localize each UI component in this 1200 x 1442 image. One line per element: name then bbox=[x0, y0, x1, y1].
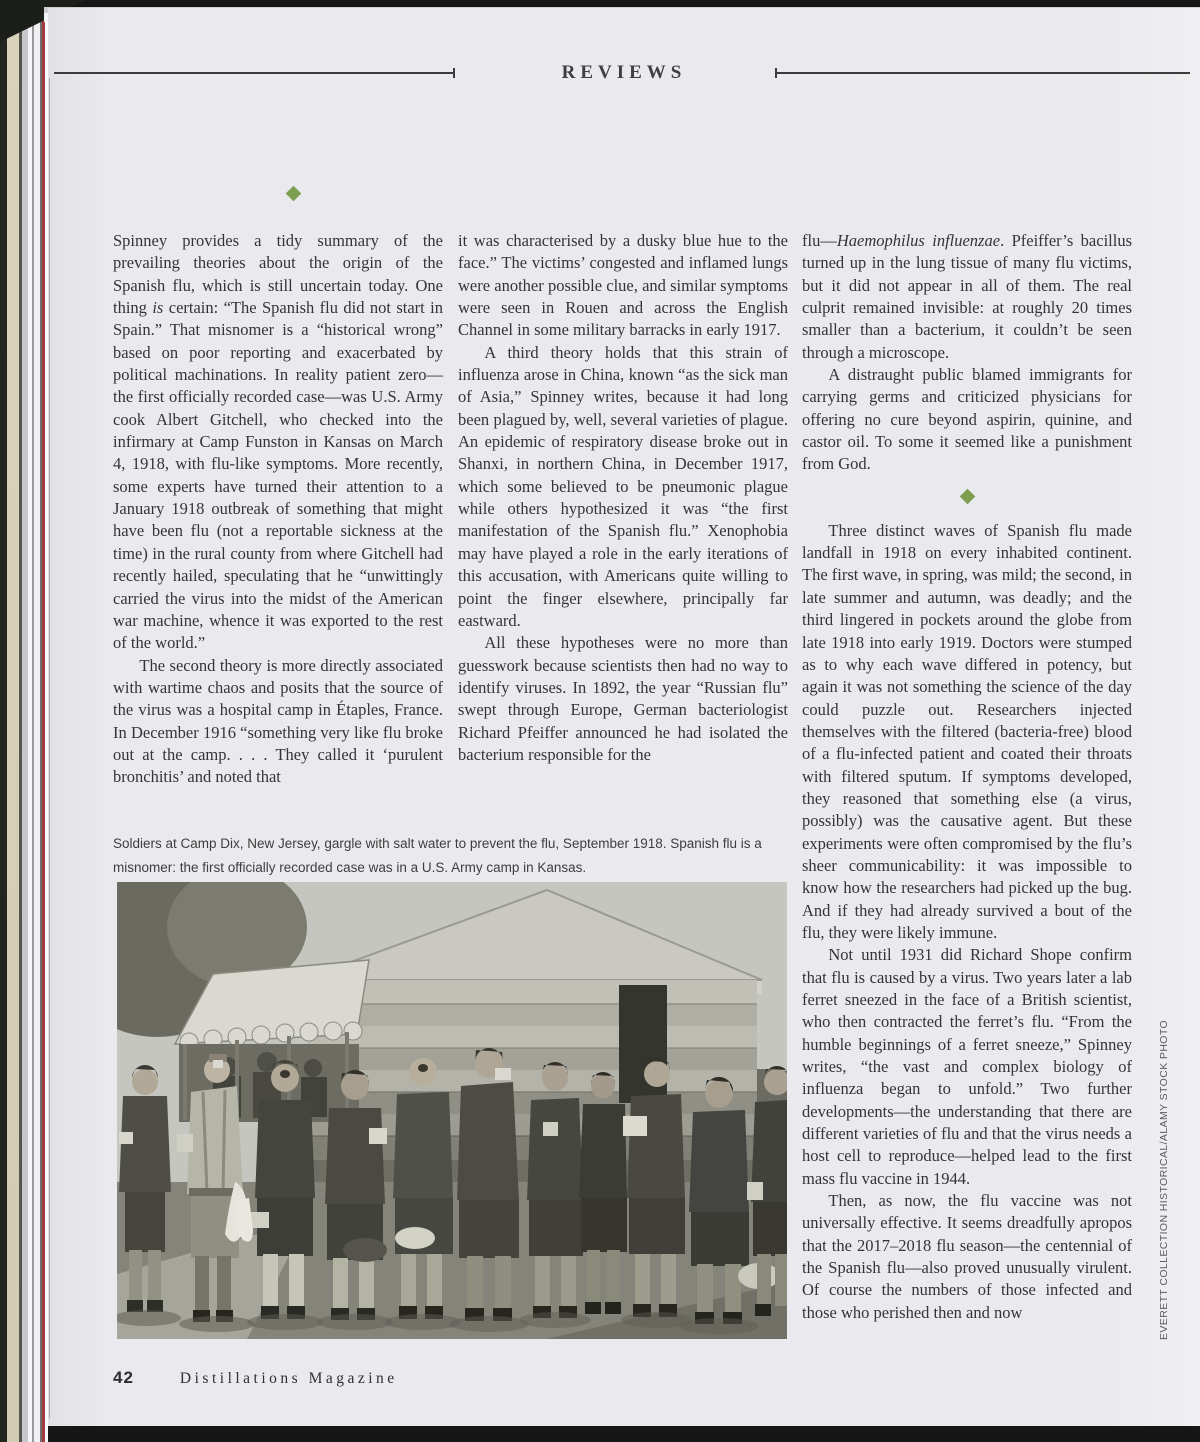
body-paragraph: flu—Haemophilus influenzae. Pfeiffer’s bacillus turned up in the lung tissue of many flu victims, but it did not appear in all of them. The real culprit remained invisible: at roughly 20 times smaller than a bacterium, it couldn’t be seen through a microscope. bbox=[802, 231, 1132, 362]
text-column-3 bbox=[802, 230, 1132, 1324]
diamond-ornament-icon bbox=[288, 186, 299, 204]
text-column-2 bbox=[458, 230, 788, 766]
body-paragraph: A distraught public blamed immigrants for carrying germs and criticized physicians for offering no cure beyond aspirin, quinine, and castor oil. To some it seemed like a punishment from God. bbox=[802, 365, 1132, 474]
body-paragraph: Then, as now, the flu vaccine was not universally effective. It seems dreadfully apropos that the 2017–2018 flu season—the centennial of the Spanish flu—also proved unusually virulent. Of course the numbers of those infected and those who perished then and now bbox=[802, 1191, 1132, 1322]
body-paragraph: Three distinct waves of Spanish flu made landfall in 1918 on every inhabited continent. The first wave, in spring, was mild; the second, in late summer and autumn, was deadly; and the third lingered in pockets around the globe from late 1918 into early 1919. Doctors were stumped as to why each wave differed in potency, but again it was not something the science of the day could puzzle out. Researchers injected themselves with the filtered (bacteria-free) blood of a flu-infected patient and coated their throats with filtered sputum. If symptoms developed, they reasoned that something else (a virus, possibly) was the causative agent. But these experiments were often compromised by the flu’s sheer communicability: it was impossible to know how the researchers had picked up the bug. And if they had already survived a bout of the flu, they were likely immune. bbox=[802, 520, 1132, 942]
body-paragraph: All these hypotheses were no more than guesswork because scientists then had no way to identify viruses. In 1892, the year “Russian flu” swept through Europe, German bacteriologist Richard Pfeiffer announced he had isolated the bacterium responsible for the bbox=[458, 633, 788, 764]
binding-edge-stripe bbox=[0, 0, 7, 1442]
body-paragraph: it was characterised by a dusky blue hue to the face.” The victims’ congested and inflamed lungs were another possible clue, and similar symptoms were seen in Rouen and across the English Channel in some military barracks in early 1917. bbox=[458, 231, 788, 340]
magazine-name: Distillations Magazine bbox=[179, 1370, 398, 1387]
page bbox=[48, 8, 1200, 1426]
photo-credit: EVERETT COLLECTION HISTORICAL/ALAMY STOCK PHOTO bbox=[1158, 1019, 1170, 1340]
photo-caption: Soldiers at Camp Dix, New Jersey, gargle with salt water to prevent the flu, September 1918. Spanish flu is a misnomer: the first officially recorded case was in a U.S. Army camp in Kansas. bbox=[113, 836, 762, 875]
header-rule-right bbox=[775, 72, 1190, 74]
section-divider-diamond bbox=[802, 491, 1132, 502]
section-title: REVIEWS bbox=[561, 62, 687, 83]
photo-soldiers-gargling bbox=[117, 882, 787, 1339]
page-number: 42 bbox=[113, 1368, 134, 1387]
body-paragraph: A third theory holds that this strain of influenza arose in China, known “as the sick man of Asia,” Spinney writes, because it had long been plagued by, well, several varieties of plague. An epidemic of respiratory disease broke out in Shanxi, in northern China, in December 1917, which some believed to be pneumonic plague while others hypothesized it was “the first manifestation of the Spanish flu.” Xenophobia may have played a role in the early iterations of this accusation, with Americans quite willing to point the finger elsewhere, principally far eastward. bbox=[458, 342, 788, 630]
page-stack-stripe bbox=[7, 0, 19, 1442]
body-paragraph: The second theory is more directly associated with wartime chaos and posits that the source of the virus was a hospital camp in Étaples, France. In December 1916 “something very like flu broke out at the camp. . . . They called it ‘purulent bronchitis’ and noted that bbox=[113, 655, 443, 787]
body-paragraph: Spinney provides a tidy summary of the prevailing theories about the origin of the Spanish flu, which is still uncertain today. One thing is certain: “The Spanish flu did not start in Spain.” That misnomer is a “historical wrong” based on poor reporting and exacerbated by political machinations. In reality patient zero—the first officially recorded case—was U.S. Army cook Albert Gitchell, who checked into the infirmary at Camp Funston in Kansas on March 4, 1918, with flu-like symptoms. More recently, some experts have turned their attention to a January 1918 outbreak of something that might have been flu (not a reportable sickness at the time) in the rural county from where Gitchell had recently hailed, speculating that he “unwittingly carried the virus into the midst of the American war machine, whence it was exported to the rest of the world.” bbox=[113, 231, 443, 653]
body-paragraph: Not until 1931 did Richard Shope confirm that flu is caused by a virus. Two years later a lab ferret sneezed in the face of a British scientist, who then contracted the ferret’s flu. “From the humble beginnings of a ferret sneeze,” Spinney writes, “the vast and complex biology of influenza began to unfold.” Two further developments—the understanding that there are different varieties of flu and that the virus needs a host cell to reproduce—helped lead to the first mass flu vaccine in 1944. bbox=[802, 945, 1132, 1188]
text-column-1 bbox=[113, 230, 443, 789]
page-footer bbox=[113, 1368, 398, 1388]
